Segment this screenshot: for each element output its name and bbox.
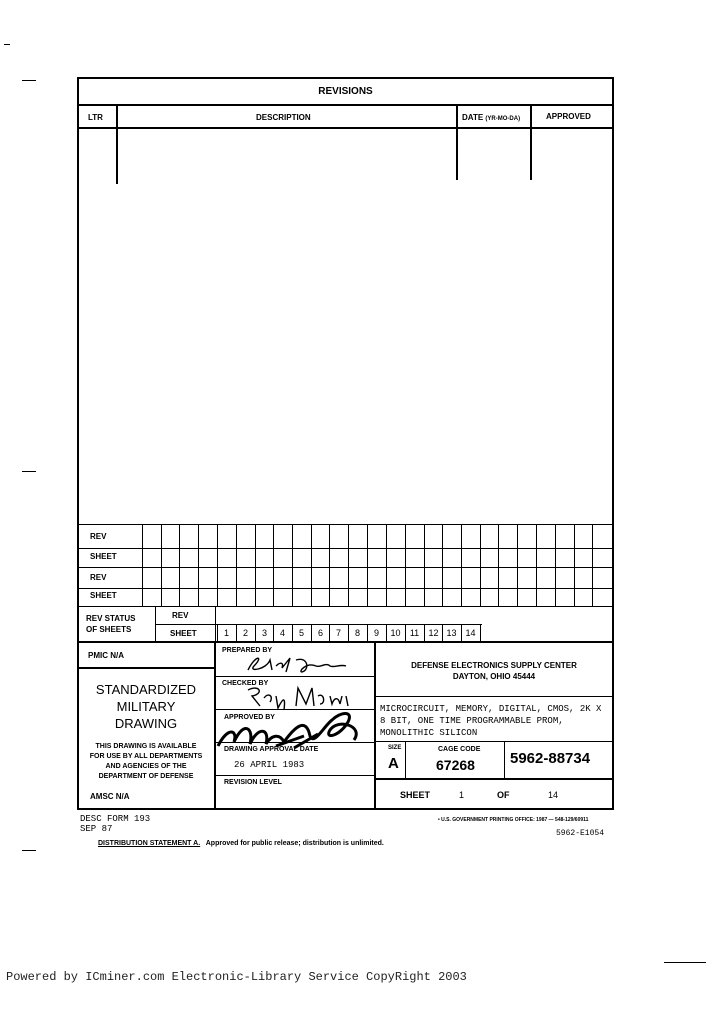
col-date-header: DATE (YR-MO-DA) (462, 113, 521, 122)
cage-code-value: 67268 (436, 757, 475, 773)
grid-column-line (311, 524, 312, 607)
grid-row-label: REV (90, 532, 107, 541)
amsc-label: AMSC N/A (90, 792, 130, 801)
form-number: DESC FORM 193 SEP 87 (80, 814, 151, 834)
sheet-number: 12 (428, 628, 439, 638)
grid-column-line (367, 524, 368, 607)
prepared-by-signature (246, 652, 356, 680)
sheet-number: 14 (465, 628, 476, 638)
scan-mark (22, 471, 36, 472)
sheet-number: 5 (298, 628, 304, 638)
revision-level-label: REVISION LEVEL (224, 779, 282, 786)
standardized-military-drawing-title: STANDARDIZED MILITARY DRAWING (95, 682, 197, 731)
prepared-by-label: PREPARED BY (222, 647, 273, 654)
agency-location: DAYTON, OHIO 45444 (452, 672, 536, 681)
col-ltr-header: LTR (88, 113, 103, 122)
sheet-number: 1 (223, 628, 229, 638)
sheet-info-number: 1 (459, 790, 465, 800)
rev-status-label: REV STATUS OF SHEETS (86, 614, 136, 634)
grid-column-line (255, 524, 256, 607)
approved-by-label: APPROVED BY (224, 714, 275, 721)
grid-column-line (536, 524, 537, 607)
grid-row-label: SHEET (90, 591, 117, 600)
drawing-number: 5962-88734 (510, 750, 591, 767)
revisions-title: REVISIONS (318, 86, 373, 97)
sheet-number: 8 (354, 628, 360, 638)
drawing-description: MICROCIRCUIT, MEMORY, DIGITAL, CMOS, 2K X 8 BIT, ONE TIME PROGRAMMABLE PROM, MONOLITHIC SILICON (380, 704, 602, 738)
sheet-number: 4 (279, 628, 285, 638)
sheet-number: 7 (335, 628, 341, 638)
grid-column-line (405, 524, 406, 607)
sheet-number: 9 (373, 628, 379, 638)
grid-column-line (442, 524, 443, 607)
col-approved-header: APPROVED (546, 112, 591, 121)
grid-column-line (198, 524, 199, 607)
grid-column-line (574, 524, 575, 607)
rev-row-label: REV (172, 611, 189, 620)
sheet-row-label: SHEET (170, 629, 197, 638)
powered-by-banner: Powered by ICminer.com Electronic-Library Service CopyRight 2003 (6, 970, 467, 984)
grid-row-label: SHEET (90, 552, 117, 561)
gpo-notice: • U.S. GOVERNMENT PRINTING OFFICE: 1987 — 548-129/60911 (438, 817, 589, 823)
grid-column-line (142, 524, 143, 607)
grid-column-line (292, 524, 293, 607)
distribution-label: DISTRIBUTION STATEMENT A. (98, 840, 201, 847)
size-value: A (388, 755, 399, 772)
scan-mark (22, 80, 36, 81)
grid-row-label: REV (90, 573, 107, 582)
grid-column-line (273, 524, 274, 607)
sheet-info-label: SHEET (400, 790, 431, 800)
grid-column-line (592, 524, 593, 607)
scan-mark (4, 44, 10, 45)
sheet-number: 2 (242, 628, 248, 638)
pmic-label: PMIC N/A (88, 651, 124, 660)
drawing-approval-date-label: DRAWING APPROVAL DATE (224, 746, 319, 753)
distribution-statement (98, 840, 384, 847)
grid-column-line (329, 524, 330, 607)
cage-code-label: CAGE CODE (438, 746, 481, 753)
sheet-column-line (480, 624, 481, 642)
sheet-info-of-label: OF (497, 790, 510, 800)
grid-column-line (348, 524, 349, 607)
sheet-number: 3 (261, 628, 267, 638)
grid-column-line (424, 524, 425, 607)
grid-column-line (161, 524, 162, 607)
grid-column-line (555, 524, 556, 607)
availability-statement: THIS DRAWING IS AVAILABLE FOR USE BY ALL DEPARTMENTS AND AGENCIES OF THE DEPARTMENT OF DEFENSE (89, 743, 203, 780)
sheet-number: 6 (317, 628, 323, 638)
grid-column-line (386, 524, 387, 607)
sheet-number: 13 (446, 628, 457, 638)
grid-column-line (217, 524, 218, 607)
grid-column-line (498, 524, 499, 607)
grid-column-line (179, 524, 180, 607)
grid-column-line (480, 524, 481, 607)
size-label: SIZE (388, 745, 402, 751)
col-description-header: DESCRIPTION (256, 113, 311, 122)
sheet-number: 11 (409, 628, 420, 638)
checked-by-label: CHECKED BY (222, 680, 269, 687)
scan-mark (664, 962, 706, 963)
form-code: 5962-E1054 (556, 829, 605, 838)
sheet-info-total: 14 (548, 790, 559, 800)
grid-column-line (236, 524, 237, 607)
grid-column-line (517, 524, 518, 607)
sheet-number: 10 (390, 628, 401, 638)
distribution-text: Approved for public release; distribution is unlimited. (205, 840, 384, 847)
grid-column-line (461, 524, 462, 607)
drawing-approval-date: 26 APRIL 1983 (234, 760, 305, 770)
agency-name: DEFENSE ELECTRONICS SUPPLY CENTER (411, 661, 577, 670)
scan-mark (22, 850, 36, 851)
